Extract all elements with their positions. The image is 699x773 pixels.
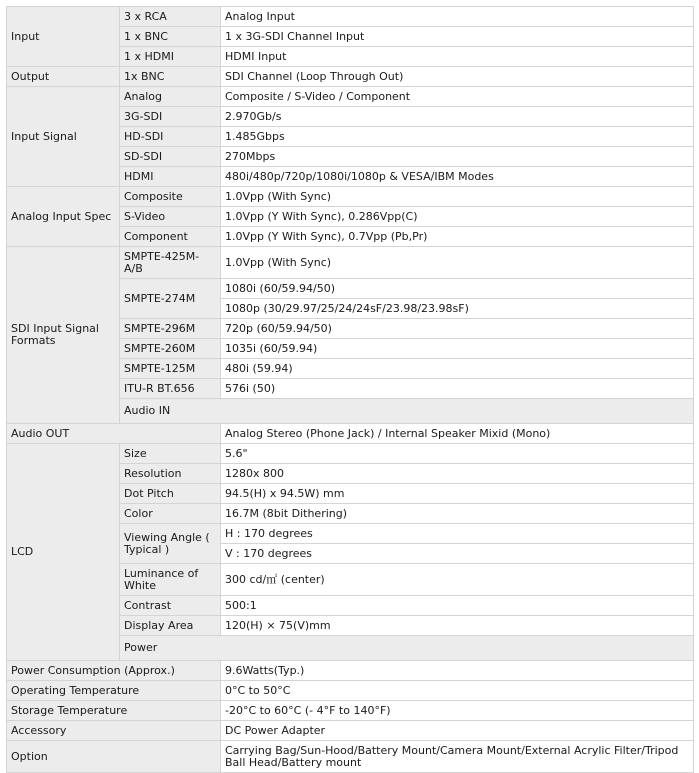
spec-value: Composite / S-Video / Component bbox=[221, 87, 694, 107]
spec-row-storage-temp bbox=[7, 701, 694, 721]
spec-value: 720p (60/59.94/50) bbox=[221, 319, 694, 339]
spec-sub: 3 x RCA bbox=[120, 7, 221, 27]
spec-value: 1 x 3G-SDI Channel Input bbox=[221, 27, 694, 47]
spec-sub: SMPTE-296M bbox=[120, 319, 221, 339]
spec-sub: 1x BNC bbox=[120, 67, 221, 87]
spec-value: -20°C to 60°C (- 4°F to 140°F) bbox=[221, 701, 694, 721]
spec-sub: SMPTE-260M bbox=[120, 339, 221, 359]
spec-value: 0°C to 50°C bbox=[221, 681, 694, 701]
spec-value: 1.0Vpp (With Sync) bbox=[221, 187, 694, 207]
spec-table bbox=[6, 6, 694, 773]
spec-label-audio-out: Audio OUT bbox=[7, 424, 221, 444]
spec-value: 480i (59.94) bbox=[221, 359, 694, 379]
spec-sub: Component bbox=[120, 227, 221, 247]
spec-sub: 1 x HDMI bbox=[120, 47, 221, 67]
spec-value: 16.7M (8bit Dithering) bbox=[221, 504, 694, 524]
spec-value: 1.0Vpp (Y With Sync), 0.286Vpp(C) bbox=[221, 207, 694, 227]
spec-value: 1280x 800 bbox=[221, 464, 694, 484]
spec-sub: Contrast bbox=[120, 596, 221, 616]
spec-row-option bbox=[7, 741, 694, 773]
spec-value: HDMI Input bbox=[221, 47, 694, 67]
spec-value: SDI Channel (Loop Through Out) bbox=[221, 67, 694, 87]
spec-row-input-signal bbox=[7, 87, 694, 107]
spec-row-audio-out bbox=[7, 424, 694, 444]
spec-sub: HDMI bbox=[120, 167, 221, 187]
spec-label-input: Input bbox=[7, 7, 120, 67]
spec-row-accessory bbox=[7, 721, 694, 741]
spec-label-output: Output bbox=[7, 67, 120, 87]
spec-sub: Display Area bbox=[120, 616, 221, 636]
spec-value: 120(H) × 75(V)mm bbox=[221, 616, 694, 636]
spec-sub: Luminance of White bbox=[120, 564, 221, 596]
spec-value: 1035i (60/59.94) bbox=[221, 339, 694, 359]
spec-label-power-consumption: Power Consumption (Approx.) bbox=[7, 661, 221, 681]
spec-sub: Dot Pitch bbox=[120, 484, 221, 504]
spec-label-operating-temp: Operating Temperature bbox=[7, 681, 221, 701]
spec-value: Carrying Bag/Sun-Hood/Battery Mount/Camera Mount/External Acrylic Filter/Tripod Ball Head/Battery mount bbox=[221, 741, 694, 773]
spec-sub: Composite bbox=[120, 187, 221, 207]
spec-sub: Viewing Angle ( Typical ) bbox=[120, 524, 221, 564]
spec-value: 1080p (30/29.97/25/24/24sF/23.98/23.98sF) bbox=[221, 299, 694, 319]
spec-value: 9.6Watts(Typ.) bbox=[221, 661, 694, 681]
spec-row-operating-temp bbox=[7, 681, 694, 701]
spec-row-lcd bbox=[7, 444, 694, 464]
spec-value: 2.970Gb/s bbox=[221, 107, 694, 127]
spec-sub: S-Video bbox=[120, 207, 221, 227]
spec-value: 576i (50) bbox=[221, 379, 694, 399]
spec-value: 480i/480p/720p/1080i/1080p & VESA/IBM Modes bbox=[221, 167, 694, 187]
spec-value: 94.5(H) x 94.5W) mm bbox=[221, 484, 694, 504]
spec-value: DC Power Adapter bbox=[221, 721, 694, 741]
spec-value: 1080i (60/59.94/50) bbox=[221, 279, 694, 299]
spec-value: Analog Input bbox=[221, 7, 694, 27]
spec-label-input-signal: Input Signal bbox=[7, 87, 120, 187]
spec-label-sdi-formats: SDI Input Signal Formats bbox=[7, 247, 120, 424]
spec-sub: 3G-SDI bbox=[120, 107, 221, 127]
spec-label-storage-temp: Storage Temperature bbox=[7, 701, 221, 721]
spec-sub: HD-SDI bbox=[120, 127, 221, 147]
spec-value: 500:1 bbox=[221, 596, 694, 616]
spec-label-option: Option bbox=[7, 741, 221, 773]
spec-label-analog-input-spec: Analog Input Spec bbox=[7, 187, 120, 247]
spec-label-audio-in: Audio IN bbox=[120, 399, 694, 424]
spec-value: 1.0Vpp (Y With Sync), 0.7Vpp (Pb,Pr) bbox=[221, 227, 694, 247]
spec-row-power-consumption bbox=[7, 661, 694, 681]
spec-sub: SMPTE-274M bbox=[120, 279, 221, 319]
spec-row-input bbox=[7, 7, 694, 27]
spec-label-power: Power bbox=[120, 636, 694, 661]
spec-row-output bbox=[7, 67, 694, 87]
spec-value: H : 170 degrees bbox=[221, 524, 694, 544]
spec-value: 1.485Gbps bbox=[221, 127, 694, 147]
spec-label-lcd: LCD bbox=[7, 444, 120, 661]
spec-sub: Color bbox=[120, 504, 221, 524]
spec-label-accessory: Accessory bbox=[7, 721, 221, 741]
spec-sub: 1 x BNC bbox=[120, 27, 221, 47]
spec-sub: SMPTE-425M-A/B bbox=[120, 247, 221, 279]
spec-sub: Analog bbox=[120, 87, 221, 107]
spec-value: Analog Stereo (Phone Jack) / Internal Speaker Mixid (Mono) bbox=[221, 424, 694, 444]
spec-row-analog-input-spec bbox=[7, 187, 694, 207]
spec-row-sdi-formats bbox=[7, 247, 694, 279]
spec-sub: Size bbox=[120, 444, 221, 464]
spec-value: 300 cd/㎡ (center) bbox=[221, 564, 694, 596]
spec-sub: ITU-R BT.656 bbox=[120, 379, 221, 399]
spec-value: 5.6" bbox=[221, 444, 694, 464]
spec-sub: SMPTE-125M bbox=[120, 359, 221, 379]
spec-sub: Resolution bbox=[120, 464, 221, 484]
spec-value: 270Mbps bbox=[221, 147, 694, 167]
spec-value: 1.0Vpp (With Sync) bbox=[221, 247, 694, 279]
spec-value: V : 170 degrees bbox=[221, 544, 694, 564]
spec-sub: SD-SDI bbox=[120, 147, 221, 167]
